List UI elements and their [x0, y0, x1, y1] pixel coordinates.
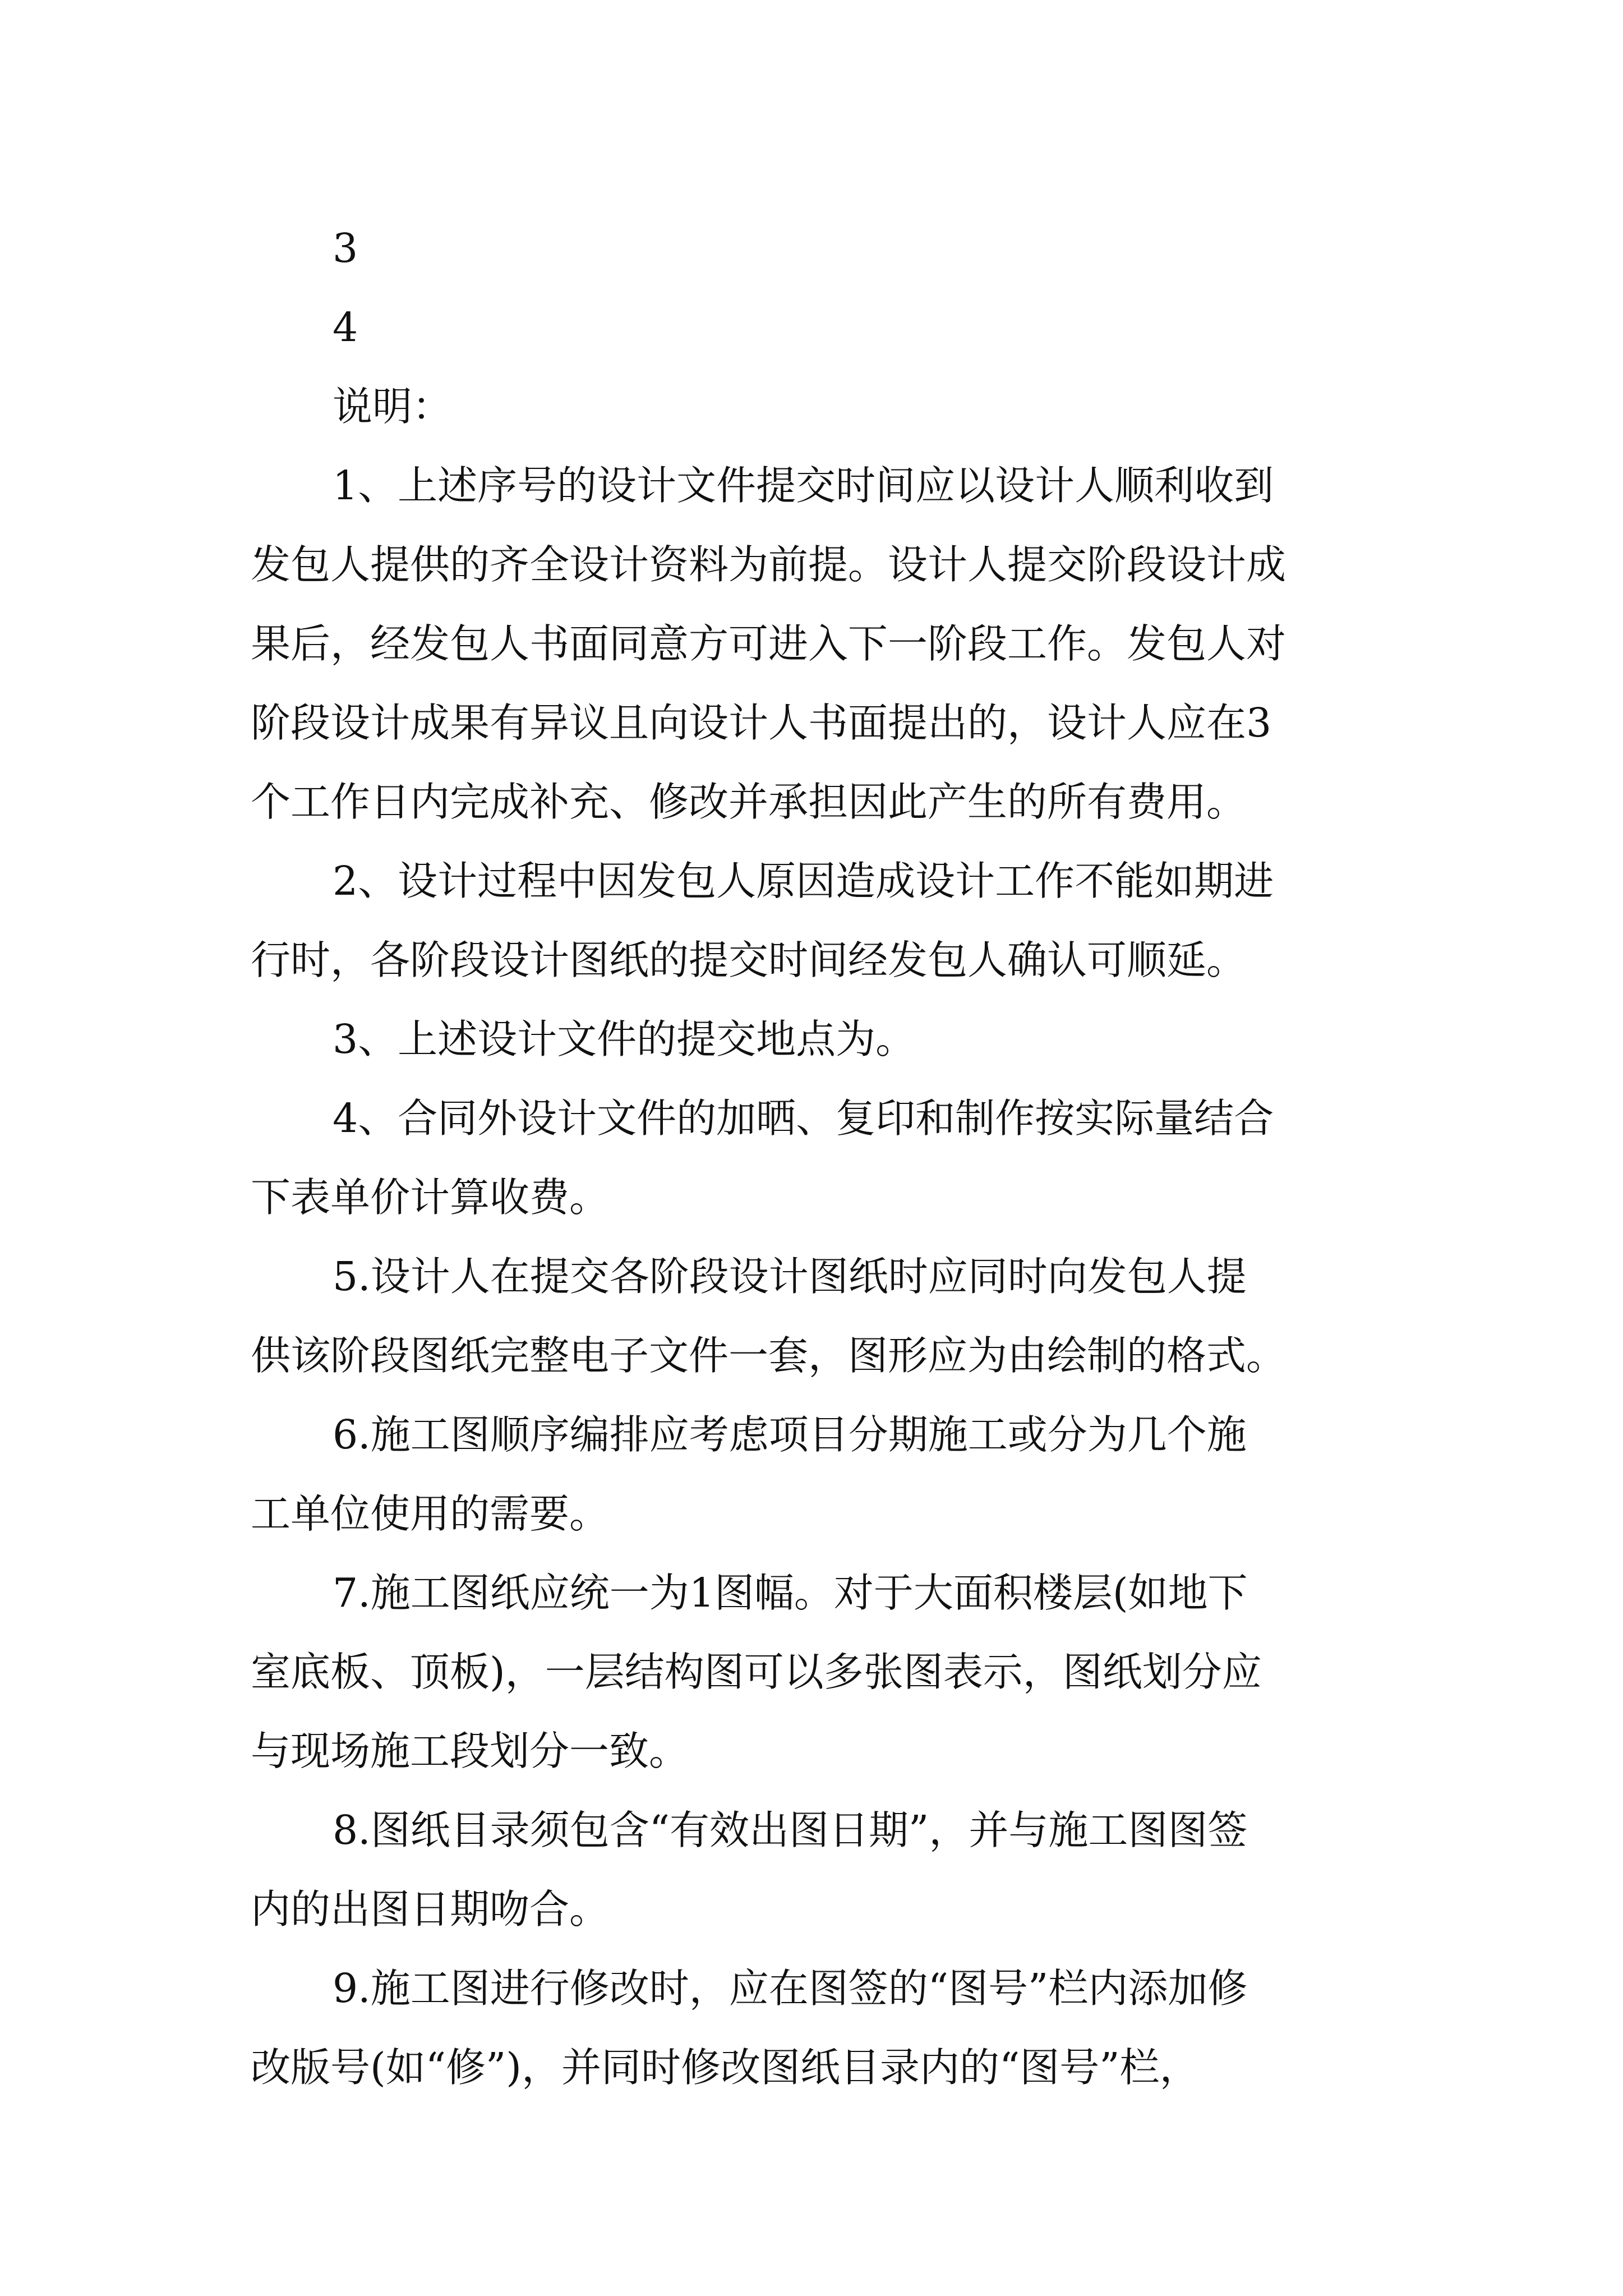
paragraph-line: 7.施工图纸应统一为1图幅。对于大面积楼层(如地下 — [333, 1570, 1248, 1616]
paragraph-line: 果后，经发包人书面同意方可进入下一阶段工作。发包人对 — [251, 620, 1287, 667]
paragraph-line: 个工作日内完成补充、修改并承担因此产生的所有费用。 — [251, 779, 1247, 825]
paragraph-line: 行时，各阶段设计图纸的提交时间经发包人确认可顺延。 — [251, 937, 1247, 983]
paragraph-line: 3、上述设计文件的提交地点为。 — [333, 1016, 916, 1062]
paragraph-line: 下表单价计算收费。 — [251, 1174, 610, 1221]
paragraph-line: 室底板、顶板)，一层结构图可以多张图表示，图纸划分应 — [251, 1649, 1262, 1695]
section-heading: 说明： — [333, 383, 453, 430]
paragraph-line: 工单位使用的需要。 — [251, 1490, 610, 1537]
paragraph-line: 2、设计过程中因发包人原因造成设计工作不能如期进 — [333, 858, 1274, 904]
paragraph-line: 发包人提供的齐全设计资料为前提。设计人提交阶段设计成 — [251, 541, 1287, 588]
paragraph-line: 与现场施工段划分一致。 — [251, 1728, 689, 1774]
paragraph-line: 9.施工图进行修改时，应在图签的“图号”栏内添加修 — [333, 1965, 1248, 2012]
text-line: 3 — [333, 225, 358, 272]
paragraph-line: 5.设计人在提交各阶段设计图纸时应同时向发包人提 — [333, 1253, 1247, 1300]
paragraph-line: 1、上述序号的设计文件提交时间应以设计人顺利收到 — [333, 462, 1274, 509]
paragraph-line: 阶段设计成果有异议且向设计人书面提出的，设计人应在3 — [251, 700, 1272, 746]
paragraph-line: 6.施工图顺序编排应考虑项目分期施工或分为几个施 — [333, 1411, 1247, 1458]
paragraph-line: 4、合同外设计文件的加晒、复印和制作按实际量结合 — [333, 1095, 1274, 1142]
text-line: 4 — [333, 304, 358, 351]
paragraph-line: 改版号(如“修”)，并同时修改图纸目录内的“图号”栏， — [251, 2044, 1200, 2091]
paragraph-line: 内的出图日期吻合。 — [251, 1886, 610, 1932]
document-body — [251, 209, 1378, 2107]
paragraph-line: 8.图纸目录须包含“有效出图日期”，并与施工图图签 — [333, 1807, 1248, 1853]
paragraph-line: 供该阶段图纸完整电子文件一套，图形应为由绘制的格式。 — [251, 1332, 1287, 1379]
